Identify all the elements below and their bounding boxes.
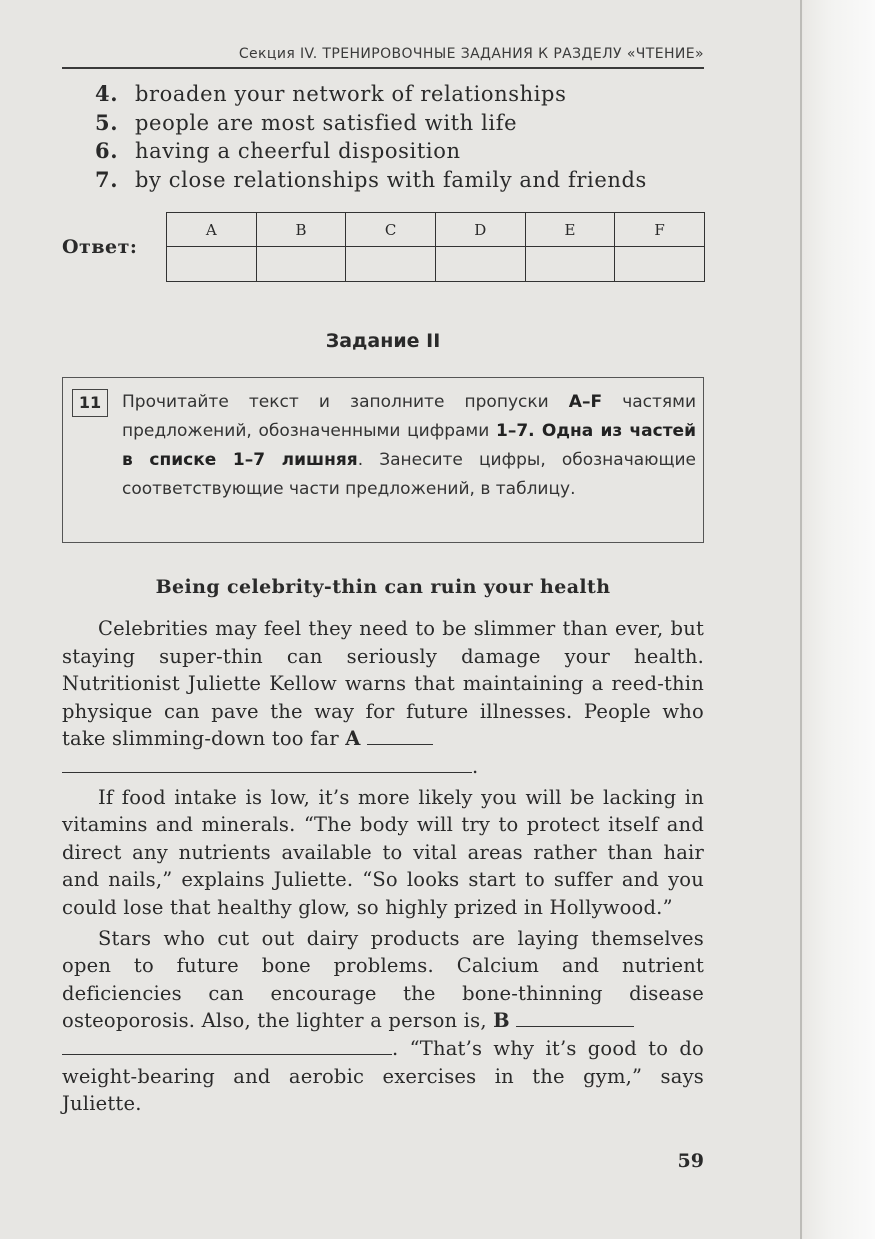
running-head: Секция IV. ТРЕНИРОВОЧНЫЕ ЗАДАНИЯ К РАЗДЕЛУ «ЧТЕНИЕ»	[238, 46, 704, 62]
answer-cell-d[interactable]	[435, 247, 525, 282]
article-paragraph	[62, 925, 704, 1118]
instruction-text: . Занесите цифры, обозначающие соответствующие части предложений, в таблицу.	[122, 450, 697, 499]
page-edge-line	[800, 0, 802, 1239]
option-number: 4.	[95, 81, 119, 106]
instruction-text: Прочитайте текст и заполните пропуски	[122, 392, 569, 412]
option-number: 7.	[95, 166, 119, 192]
answer-col-b: B	[256, 213, 346, 247]
answer-table	[166, 212, 705, 282]
gap-blank-a-cont	[62, 754, 472, 773]
option-number: 5.	[95, 109, 119, 135]
paragraph-text: . “That’s why it’s good to do weight-bearing and aerobic exercises in the gym,” says Juliette.	[62, 1036, 704, 1116]
paragraph-text: .	[472, 754, 479, 778]
paragraph-text: If food intake is low, it’s more likely you will be lacking in vitamins and minerals. “The body will try to protect itself and direct any nutrients available to vital areas rather than hair and nails,” explains Juliette. “So looks start to suffer and you could lose that healthy glow, so highly prized in Hollywood.”	[62, 785, 704, 919]
instruction-bold: 1–7. Одна из частей в списке 1–7 лишняя	[122, 421, 696, 470]
answer-col-e: E	[525, 213, 615, 247]
answer-col-d: D	[435, 213, 525, 247]
paragraph-text: Celebrities may feel they need to be slimmer than ever, but staying super-thin can seriously damage your health. Nutritionist Juliette Kellow warns that maintaining a reed-thin physique can pave the way for future illnesses. People who take slimming-down too far	[62, 617, 704, 751]
list-item	[95, 137, 647, 166]
option-text: people are most satisfied with life	[135, 110, 518, 135]
option-text: by close relationships with family and friends	[135, 167, 647, 192]
page-number: 59	[677, 1150, 704, 1172]
task-number-badge: 11	[72, 389, 108, 417]
answer-col-a: A	[167, 213, 257, 247]
task-instruction	[122, 388, 696, 504]
answer-cell-a[interactable]	[167, 247, 257, 282]
answer-cell-e[interactable]	[525, 247, 615, 282]
list-item	[95, 109, 647, 138]
article-body	[62, 615, 704, 1121]
answer-col-c: C	[346, 213, 436, 247]
answer-input-row	[167, 247, 705, 282]
gap-blank-b-cont	[62, 1036, 392, 1055]
option-number: 6.	[95, 138, 119, 163]
answer-cell-b[interactable]	[256, 247, 346, 282]
answer-label: Ответ:	[62, 236, 138, 258]
answer-cell-c[interactable]	[346, 247, 436, 282]
gap-blank-b	[516, 1008, 634, 1027]
article-paragraph	[62, 615, 704, 781]
answer-col-f: F	[615, 213, 705, 247]
header-rule	[62, 67, 704, 69]
paragraph-text: Stars who cut out dairy products are laying themselves open to future bone problems. Calcium and nutrient deficiencies can encourage the bone-thinning disease osteoporosis. Also, the lighter a person is,	[62, 926, 704, 1033]
options-list	[95, 80, 647, 194]
option-text: broaden your network of relationships	[135, 82, 567, 106]
article-title: Being celebrity-thin can ruin your health	[155, 576, 611, 598]
list-item	[95, 80, 647, 109]
task-title: Задание II	[325, 330, 441, 352]
answer-header-row	[167, 213, 705, 247]
page-edge	[803, 0, 875, 1239]
option-text: having a cheerful disposition	[135, 139, 461, 163]
gap-marker-b: B	[493, 1009, 510, 1033]
article-paragraph	[62, 784, 704, 922]
gap-marker-a: A	[345, 727, 361, 751]
gap-blank-a	[367, 726, 433, 745]
list-item	[95, 166, 647, 195]
answer-cell-f[interactable]	[615, 247, 705, 282]
instruction-text: частями предложений, обозначенными цифрами	[122, 392, 696, 441]
instruction-bold: A–F	[568, 392, 603, 412]
